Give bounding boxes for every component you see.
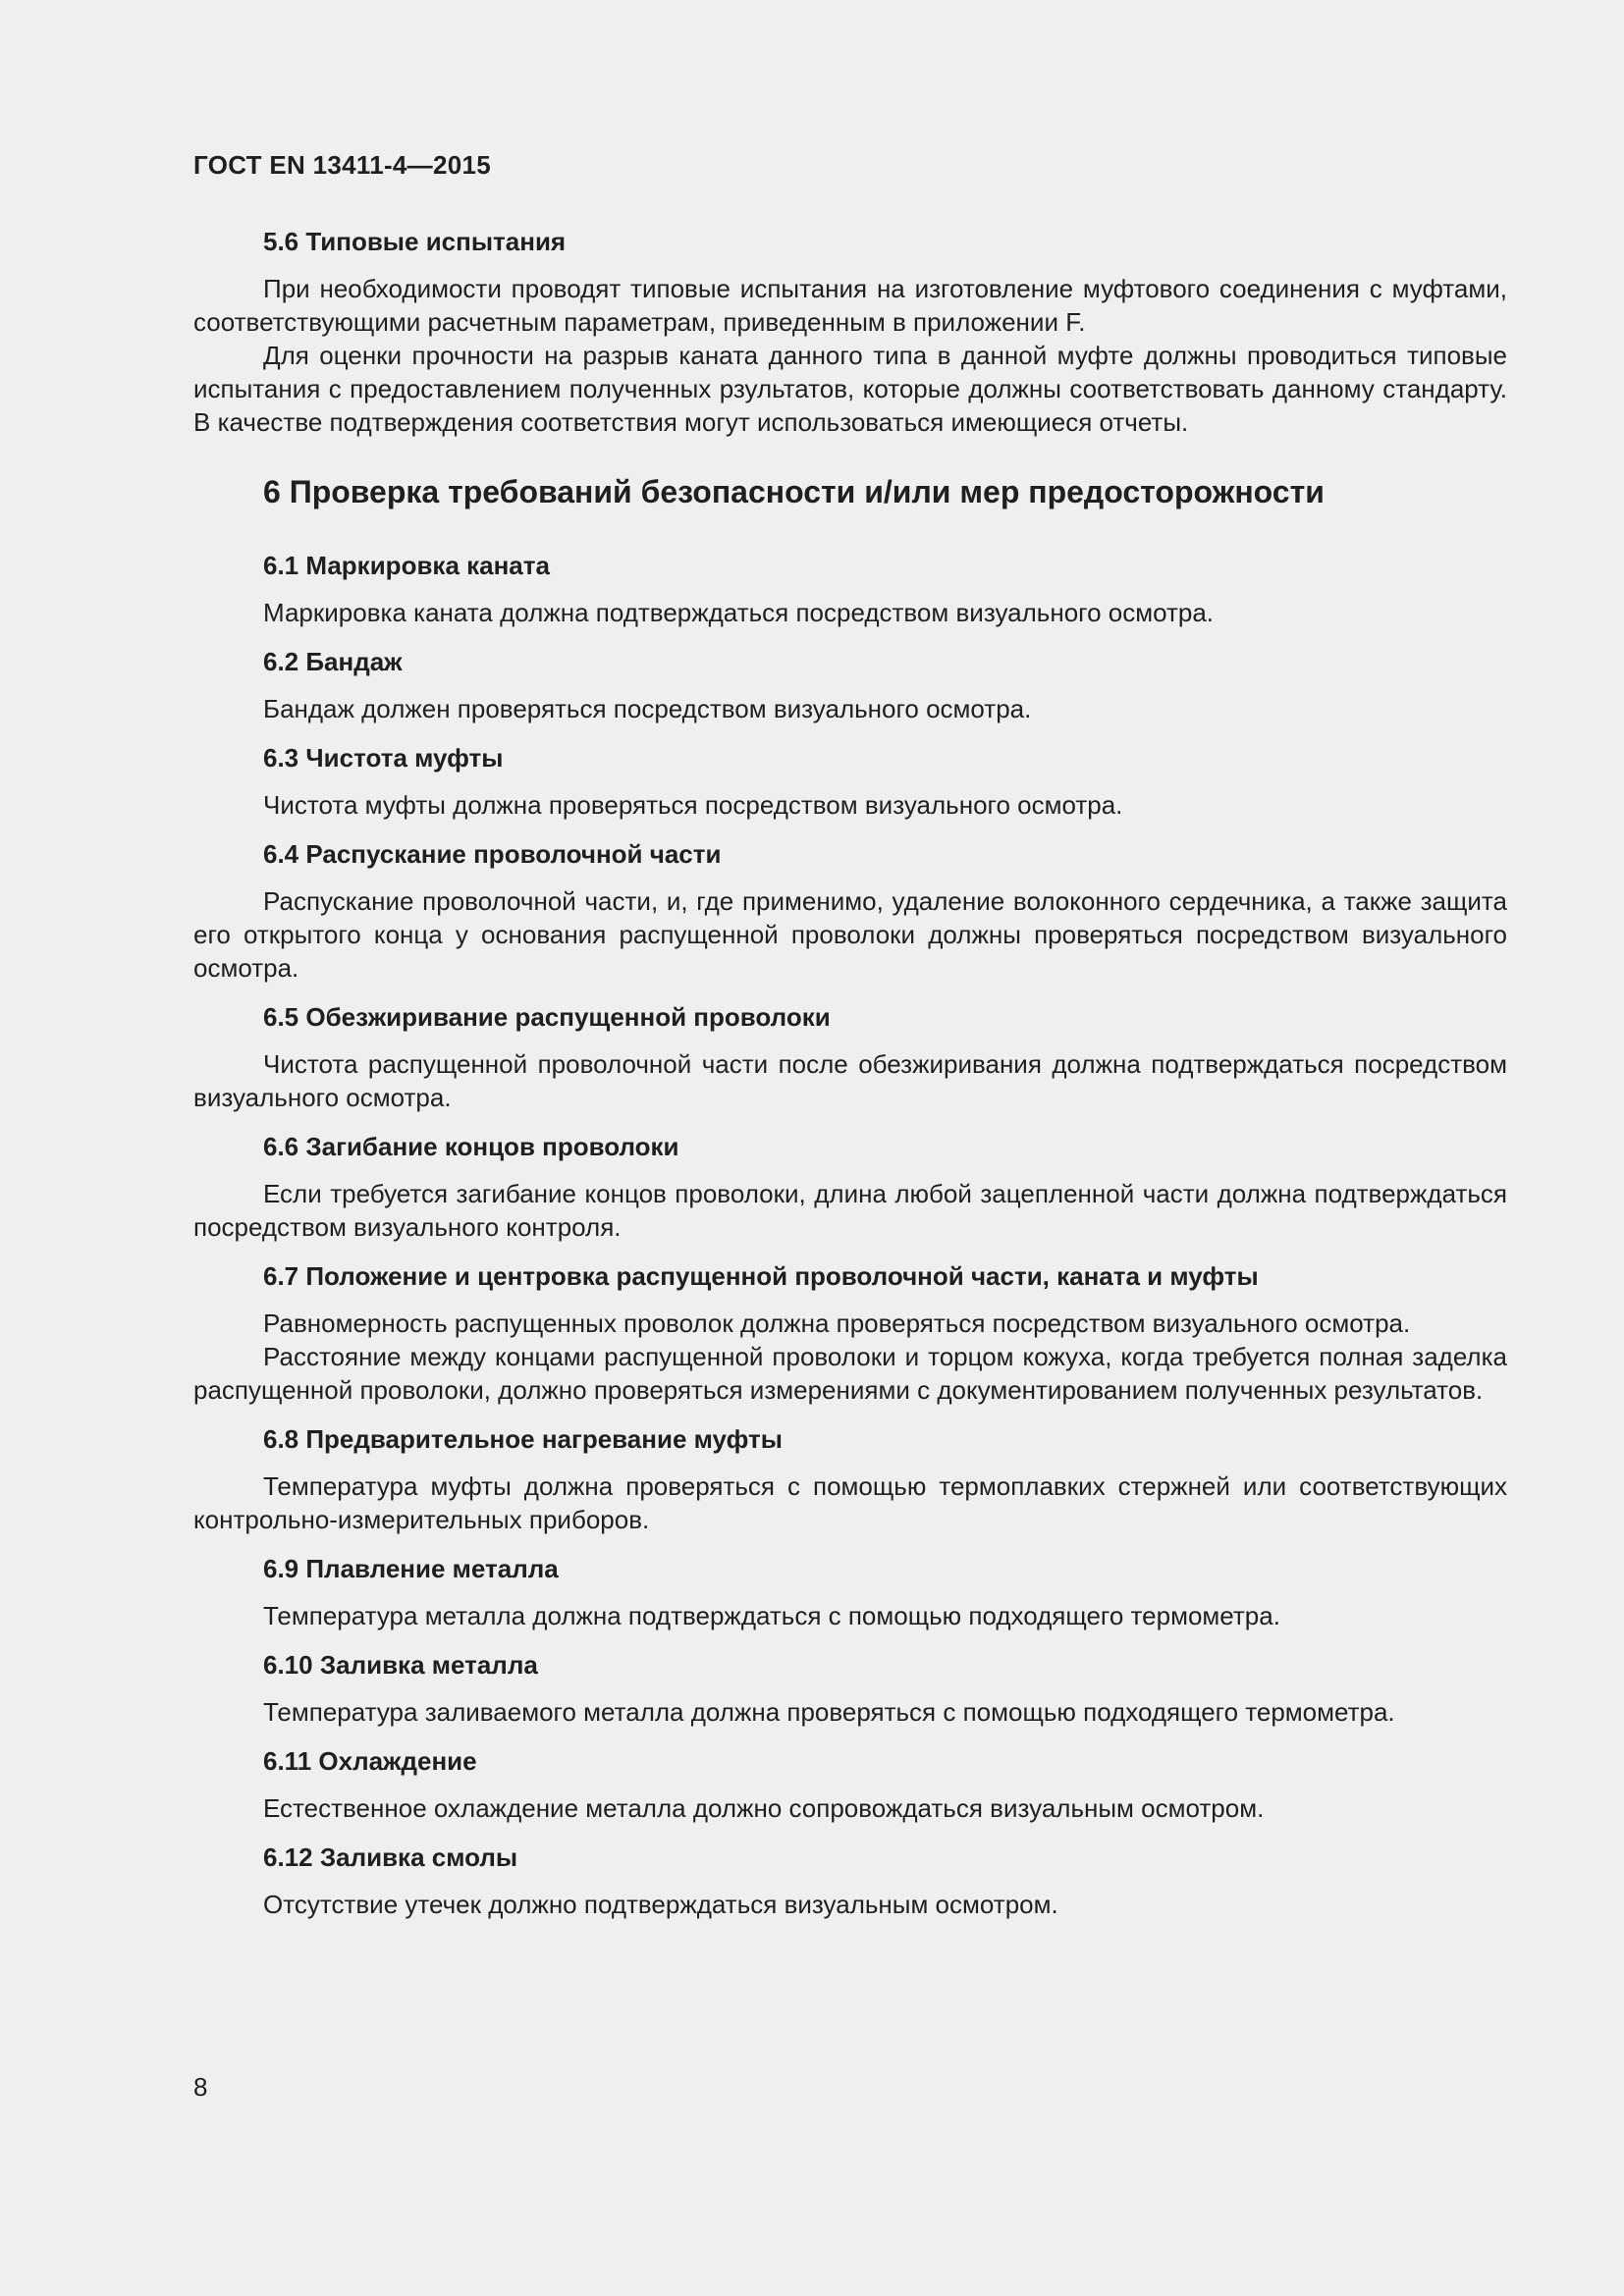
paragraph: Естественное охлаждение металла должно сопровождаться визуальным осмотром. [263,1793,1265,1823]
section-heading: 6.2 Бандаж [263,647,403,676]
paragraph: Маркировка каната должна подтверждаться посредством визуального осмотра. [263,598,1215,627]
section-heading: 6.10 Заливка металла [263,1650,538,1680]
section-6-1 [193,549,1507,629]
chapter-heading: 6 Проверка требований безопасности и/или мер предосторожности [263,474,1325,509]
paragraph: Расстояние между концами распущенной проволоки и торцом кожуха, когда требуется полная заделка распущенной проволоки, должно проверяться измерениями с документированием полученных результатов. [193,1342,1507,1405]
paragraph: Чистота муфты должна проверяться посредством визуального осмотра. [263,790,1123,820]
section-6-11 [193,1744,1507,1825]
section-6-12 [193,1841,1507,1921]
section-heading: 5.6 Типовые испытания [263,227,567,256]
section-heading: 6.4 Распускание проволочной части [263,839,722,869]
section-6-8 [193,1422,1507,1536]
page-number: 8 [193,2072,208,2102]
section-heading: 6.6 Загибание концов проволоки [263,1132,679,1161]
section-6-2 [193,645,1507,725]
paragraph: Отсутствие утечек должно подтверждаться визуальным осмотром. [263,1890,1058,1919]
paragraph: Распускание проволочной части, и, где применимо, удаление волоконного сердечника, а также защита его открытого конца у основания распущенной проволоки должны проверяться посредством визуального осмотра. [193,886,1507,983]
paragraph: Равномерность распущенных проволок должна проверяться посредством визуального осмотра. [263,1308,1411,1338]
section-5-6 [193,225,1507,439]
section-6-5 [193,1000,1507,1114]
section-heading: 6.5 Обезжиривание распущенной проволоки [263,1002,831,1032]
section-heading: 6.11 Охлаждение [263,1746,477,1776]
section-heading: 6.12 Заливка смолы [263,1842,518,1872]
section-6-10 [193,1648,1507,1729]
section-6-9 [193,1552,1507,1632]
section-6-6 [193,1130,1507,1244]
section-heading: 6.7 Положение и центровка распущенной проволочной части, каната и муфты [263,1261,1259,1291]
section-heading: 6.8 Предварительное нагревание муфты [263,1424,783,1454]
document-standard-id: ГОСТ EN 13411-4—2015 [193,150,492,180]
paragraph: Для оценки прочности на разрыв каната данного типа в данной муфте должны проводиться типовые испытания с предоставлением полученных рзультатов, которые должны соответствовать данному стандарту. В качестве подтверждения соответствия могут использоваться имеющиеся отчеты. [193,341,1507,437]
section-heading: 6.3 Чистота муфты [263,743,504,773]
paragraph: Бандаж должен проверяться посредством визуального осмотра. [263,694,1032,723]
paragraph: Температура заливаемого металла должна проверяться с помощью подходящего термометра. [263,1697,1395,1727]
section-6-4 [193,837,1507,985]
paragraph: Если требуется загибание концов проволоки, длина любой зацепленной части должна подтверждаться посредством визуального контроля. [193,1179,1507,1242]
section-heading: 6.9 Плавление металла [263,1554,559,1583]
paragraph: При необходимости проводят типовые испытания на изготовление муфтового соединения с муфтами, соответствующими расчетным параметрам, приведенным в приложении F. [193,274,1507,337]
section-6-3 [193,741,1507,822]
section-6-7 [193,1259,1507,1407]
paragraph: Температура муфты должна проверяться с помощью термоплавких стержней или соответствующих контрольно-измерительных приборов. [193,1471,1507,1534]
paragraph: Чистота распущенной проволочной части после обезжиривания должна подтверждаться посредством визуального осмотра. [193,1049,1507,1112]
document-body [193,225,1507,1937]
section-heading: 6.1 Маркировка каната [263,551,550,580]
paragraph: Температура металла должна подтверждаться с помощью подходящего термометра. [263,1601,1280,1630]
